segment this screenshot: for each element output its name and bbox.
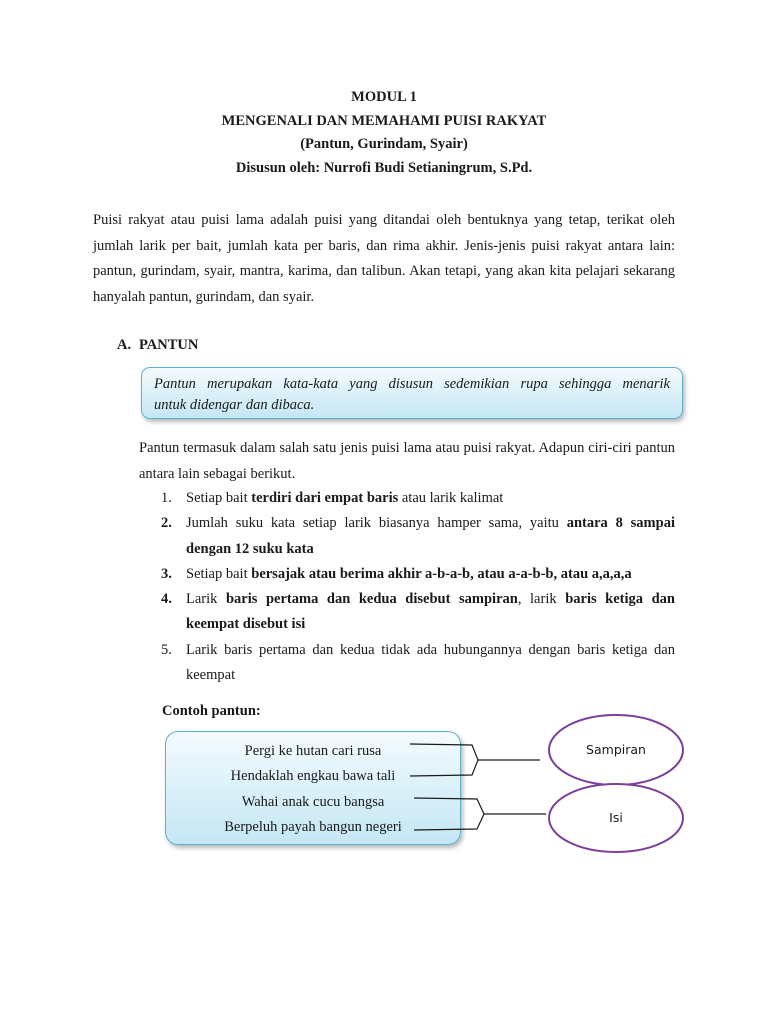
sampiran-bracket xyxy=(410,744,478,776)
list-text: Larik xyxy=(186,591,226,608)
list-text: , larik xyxy=(517,591,566,608)
list-number: 4. xyxy=(161,591,172,608)
list-number: 2. xyxy=(161,515,172,532)
section-title: PANTUN xyxy=(139,337,199,353)
list-text-bold: bersajak atau berima akhir a-b-a-b, atau a-a-b-b, atau a,a,a,a xyxy=(251,565,632,582)
definition-line: Pantun merupakan kata-kata yang disusun sedemikian rupa sehingga menarik xyxy=(154,376,670,392)
section-letter: A. xyxy=(117,337,132,353)
list-text-bold: antara 8 sampai dengan 12 suku kata xyxy=(186,515,675,557)
list-text-bold: baris ketiga dan keempat disebut isi xyxy=(186,591,675,633)
author-line: Disusun oleh: Nurrofi Budi Setianingrum, S.Pd. xyxy=(235,159,533,176)
list-text-bold: baris pertama dan kedua disebut sampiran xyxy=(225,591,518,608)
definition-line: untuk didengar dan dibaca. xyxy=(154,396,315,413)
list-text: atau larik kalimat xyxy=(398,490,504,506)
sampiran-label: Sampiran xyxy=(586,742,646,757)
intro-line: pelajari sekarang hanyalah pantun, gurindam, dan syair. xyxy=(93,263,676,305)
pantun-line: Wahai anak cucu bangsa xyxy=(241,794,385,810)
list-number: 5. xyxy=(161,641,172,658)
pantun-line: Berpeluh payah bangun negeri xyxy=(224,819,402,835)
example-heading: Contoh pantun: xyxy=(162,703,261,719)
pantun-line: Hendaklah engkau bawa tali xyxy=(230,768,396,784)
characteristics-intro-line: pantun antara lain sebagai berikut. xyxy=(139,440,675,482)
list-text: Setiap bait xyxy=(186,565,252,582)
list-number: 1. xyxy=(161,490,172,506)
isi-label: Isi xyxy=(609,810,623,825)
list-number: 3. xyxy=(161,565,172,582)
intro-line: jumlah larik per bait, jumlah kata per baris, dan rima akhir. Jenis-jenis puisi rakyat antara xyxy=(93,237,644,254)
list-text: Setiap bait xyxy=(186,490,252,506)
list-text: Larik baris pertama dan kedua tidak ada hubungannya dengan baris ketiga dan keempat xyxy=(186,641,675,684)
module-number: MODUL 1 xyxy=(351,89,417,105)
intro-line: lain: pantun, gurindam, syair, mantra, karima, dan talibun. Akan tetapi, yang akan kita xyxy=(93,237,676,280)
module-subtitle: (Pantun, Gurindam, Syair) xyxy=(300,136,468,152)
pantun-line: Pergi ke hutan cari rusa xyxy=(244,743,382,759)
list-text: Jumlah suku kata setiap larik biasanya hamper sama, yaitu xyxy=(186,515,567,532)
isi-bracket xyxy=(414,798,484,830)
list-text-bold: terdiri dari empat baris xyxy=(251,490,399,506)
intro-line: Puisi rakyat atau puisi lama adalah puisi yang ditandai oleh bentuknya yang tetap, terikat oleh xyxy=(93,212,675,228)
characteristics-intro-line: Pantun termasuk dalam salah satu jenis puisi lama atau puisi rakyat. Adapun ciri-ciri xyxy=(139,440,632,456)
module-title: MENGENALI DAN MEMAHAMI PUISI RAKYAT xyxy=(221,112,547,129)
